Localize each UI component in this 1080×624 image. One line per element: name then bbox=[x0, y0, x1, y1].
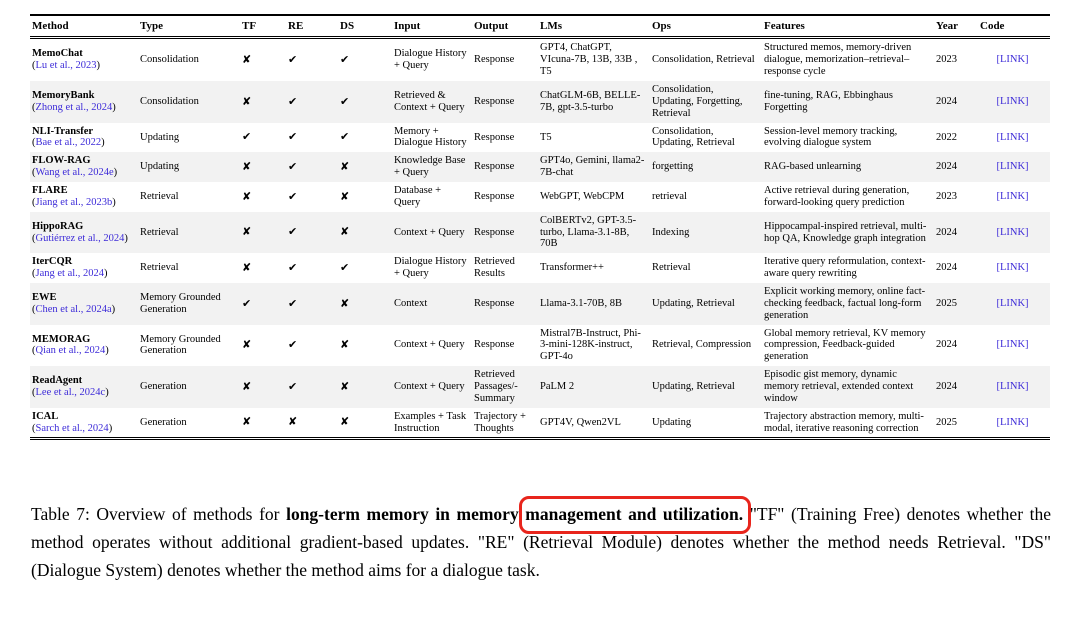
cell-year: 2024 bbox=[936, 95, 957, 107]
caption-text-lead: Table 7: Overview of methods for bbox=[31, 504, 287, 524]
method-citation-link[interactable]: (Sarch et al., 2024) bbox=[32, 422, 113, 434]
code-link[interactable]: [LINK] bbox=[996, 190, 1029, 202]
caption-boxed-text: management and utilization. bbox=[525, 504, 744, 524]
table-row bbox=[30, 182, 1050, 212]
cell-type: Retrieval bbox=[140, 190, 179, 202]
cell-output: Retrieved Passages/- Summary bbox=[474, 369, 518, 404]
table-row bbox=[30, 283, 1050, 325]
cell-input: Context + Query bbox=[394, 339, 465, 351]
table-caption bbox=[31, 500, 1051, 584]
cell-features: Hippocampal-inspired retrieval, multi-hop QA, Knowledge graph integration bbox=[764, 220, 927, 244]
tf-mark: ✘ bbox=[242, 189, 252, 203]
table-row bbox=[30, 81, 1050, 123]
cell-lms: PaLM 2 bbox=[540, 381, 575, 393]
cell-features: Session-level memory tracking, evolving dialogue system bbox=[764, 125, 898, 149]
cell-year: 2023 bbox=[936, 190, 957, 202]
method-name: NLI-Transfer bbox=[32, 125, 94, 137]
ds-mark: ✘ bbox=[340, 415, 350, 429]
cell-output: Trajectory + Thoughts bbox=[474, 410, 526, 434]
cell-input: Dialogue History + Query bbox=[394, 48, 467, 72]
ds-mark: ✘ bbox=[340, 225, 350, 239]
re-mark: ✘ bbox=[288, 415, 298, 429]
cell-method bbox=[30, 283, 138, 325]
tf-mark: ✘ bbox=[242, 338, 252, 352]
code-link[interactable]: [LINK] bbox=[996, 262, 1029, 274]
method-name: ICAL bbox=[32, 410, 59, 422]
tf-mark: ✘ bbox=[242, 225, 252, 239]
cell-method bbox=[30, 152, 138, 182]
table-row bbox=[30, 212, 1050, 254]
cell-input: Context + Query bbox=[394, 381, 465, 393]
re-mark: ✔ bbox=[288, 225, 298, 239]
method-citation-link[interactable]: (Bae et al., 2022) bbox=[32, 137, 105, 149]
table-row bbox=[30, 253, 1050, 283]
code-link[interactable]: [LINK] bbox=[996, 381, 1029, 393]
method-citation-link[interactable]: (Qian et al., 2024) bbox=[32, 345, 109, 357]
cell-features: Iterative query reformulation, context-aware query rewriting bbox=[764, 256, 926, 280]
method-citation-link[interactable]: (Wang et al., 2024e) bbox=[32, 167, 118, 179]
cell-lms: Transformer++ bbox=[540, 262, 604, 274]
cell-ops: Retrieval, Compression bbox=[652, 339, 752, 351]
cell-features: Trajectory abstraction memory, multi-modal, iterative reasoning correction bbox=[764, 410, 924, 434]
re-mark: ✔ bbox=[288, 94, 298, 108]
method-name: FLARE bbox=[32, 185, 68, 197]
cell-lms: WebGPT, WebCPM bbox=[540, 190, 625, 202]
re-mark: ✔ bbox=[288, 338, 298, 352]
cell-input: Dialogue History + Query bbox=[394, 256, 467, 280]
re-mark: ✔ bbox=[288, 53, 298, 66]
table-row bbox=[30, 408, 1050, 439]
re-mark: ✔ bbox=[288, 159, 298, 173]
col-header-lms: LMs bbox=[538, 15, 650, 38]
ds-mark: ✔ bbox=[340, 53, 350, 66]
cell-type: Memory Grounded Generation bbox=[140, 291, 221, 315]
tf-mark: ✔ bbox=[242, 296, 252, 310]
cell-year: 2023 bbox=[936, 54, 957, 66]
method-name: EWE bbox=[32, 291, 57, 303]
cell-input: Context + Query bbox=[394, 226, 465, 238]
cell-output: Response bbox=[474, 190, 515, 202]
cell-input: Examples + Task Instruction bbox=[394, 410, 467, 434]
cell-method bbox=[30, 81, 138, 123]
cell-year: 2024 bbox=[936, 262, 957, 274]
cell-type: Updating bbox=[140, 161, 180, 173]
code-link[interactable]: [LINK] bbox=[996, 54, 1029, 66]
ds-mark: ✔ bbox=[340, 94, 350, 108]
cell-type: Generation bbox=[140, 416, 187, 428]
code-link[interactable]: [LINK] bbox=[996, 131, 1029, 143]
ds-mark: ✘ bbox=[340, 379, 350, 393]
code-link[interactable]: [LINK] bbox=[996, 416, 1029, 428]
cell-features: Episodic gist memory, dynamic memory retrieval, extended context window bbox=[764, 369, 914, 404]
cell-method bbox=[30, 366, 138, 408]
cell-output: Response bbox=[474, 297, 515, 309]
code-link[interactable]: [LINK] bbox=[996, 226, 1029, 238]
ds-mark: ✘ bbox=[340, 159, 350, 173]
cell-type: Updating bbox=[140, 131, 180, 143]
code-link[interactable]: [LINK] bbox=[996, 297, 1029, 309]
method-name: MemoryBank bbox=[32, 89, 95, 101]
cell-ops: Retrieval bbox=[652, 262, 691, 274]
tf-mark: ✘ bbox=[242, 94, 252, 108]
cell-input: Knowledge Base + Query bbox=[394, 155, 466, 179]
cell-method bbox=[30, 123, 138, 153]
cell-year: 2024 bbox=[936, 381, 957, 393]
ds-mark: ✔ bbox=[340, 130, 350, 144]
cell-ops: retrieval bbox=[652, 190, 687, 202]
col-header-input: Input bbox=[392, 15, 472, 38]
annotation-red-box bbox=[525, 504, 743, 524]
method-citation-link[interactable]: (Chen et al., 2024a) bbox=[32, 303, 116, 315]
cell-output: Response bbox=[474, 226, 515, 238]
cell-lms: GPT4, ChatGPT, VIcuna-7B, 13B, 33B , T5 bbox=[540, 42, 638, 78]
cell-ops: forgetting bbox=[652, 161, 694, 173]
methods-table bbox=[30, 14, 1050, 440]
method-citation-link[interactable]: (Lee et al., 2024c) bbox=[32, 386, 109, 398]
ds-mark: ✘ bbox=[340, 338, 350, 352]
cell-ops: Updating, Retrieval bbox=[652, 297, 735, 309]
method-citation-link[interactable]: (Jang et al., 2024) bbox=[32, 268, 108, 280]
col-header-re: RE bbox=[286, 15, 338, 38]
cell-method bbox=[30, 325, 138, 367]
cell-ops: Consolidation, Retrieval bbox=[652, 54, 755, 66]
tf-mark: ✘ bbox=[242, 260, 252, 274]
cell-lms: Mistral7B-Instruct, Phi-3-mini-128K-instruct, GPT-4o bbox=[540, 327, 641, 363]
cell-output: Response bbox=[474, 95, 515, 107]
re-mark: ✔ bbox=[288, 260, 298, 274]
method-citation-link[interactable]: (Lu et al., 2023) bbox=[32, 60, 100, 72]
cell-type: Consolidation bbox=[140, 54, 199, 66]
cell-year: 2024 bbox=[936, 226, 957, 238]
cell-lms: Llama-3.1-70B, 8B bbox=[540, 297, 622, 309]
table-row bbox=[30, 152, 1050, 182]
cell-lms: GPT4V, Qwen2VL bbox=[540, 416, 621, 428]
cell-features: RAG-based unlearning bbox=[764, 161, 862, 173]
cell-type: Retrieval bbox=[140, 262, 179, 274]
cell-input: Context bbox=[394, 297, 428, 309]
cell-method bbox=[30, 38, 138, 81]
method-name: FLOW-RAG bbox=[32, 155, 91, 167]
col-header-type: Type bbox=[138, 15, 240, 38]
cell-method bbox=[30, 408, 138, 439]
tf-mark: ✘ bbox=[242, 415, 252, 429]
col-header-year: Year bbox=[934, 15, 978, 38]
cell-features: Active retrieval during generation, forward-looking query prediction bbox=[764, 185, 910, 208]
col-header-method: Method bbox=[30, 15, 138, 38]
table-row bbox=[30, 38, 1050, 81]
method-name: MEMORAG bbox=[32, 333, 91, 345]
col-header-tf: TF bbox=[240, 15, 286, 38]
cell-lms: T5 bbox=[540, 131, 552, 143]
cell-year: 2025 bbox=[936, 416, 957, 428]
col-header-output: Output bbox=[472, 15, 538, 38]
cell-method bbox=[30, 212, 138, 254]
cell-ops: Updating bbox=[652, 416, 692, 428]
col-header-features: Features bbox=[762, 15, 934, 38]
tf-mark: ✘ bbox=[242, 53, 252, 66]
cell-ops: Updating, Retrieval bbox=[652, 381, 735, 393]
cell-lms: GPT4o, Gemini, llama2-7B-chat bbox=[540, 155, 645, 179]
tf-mark: ✔ bbox=[242, 130, 252, 144]
re-mark: ✔ bbox=[288, 296, 298, 310]
cell-output: Response bbox=[474, 131, 515, 143]
cell-output: Retrieved Results bbox=[474, 256, 515, 280]
caption-bold-lead: long-term memory in memory bbox=[286, 504, 526, 524]
cell-input: Database + Query bbox=[394, 185, 442, 208]
method-name: IterCQR bbox=[32, 256, 73, 268]
tf-mark: ✘ bbox=[242, 379, 252, 393]
table-row bbox=[30, 123, 1050, 153]
method-citation-link[interactable]: (Zhong et al., 2024) bbox=[32, 101, 116, 113]
cell-features: Structured memos, memory-driven dialogue, memorization–retrieval–response cycle bbox=[764, 42, 912, 78]
cell-features: Explicit working memory, online fact-checking feedback, factual long-form generation bbox=[764, 286, 926, 321]
cell-output: Response bbox=[474, 54, 515, 66]
method-name: HippoRAG bbox=[32, 220, 84, 232]
cell-method bbox=[30, 253, 138, 283]
cell-type: Generation bbox=[140, 381, 187, 393]
method-name: ReadAgent bbox=[32, 375, 83, 387]
cell-year: 2025 bbox=[936, 297, 957, 309]
cell-method bbox=[30, 182, 138, 212]
col-header-code: Code bbox=[978, 15, 1050, 38]
col-header-ds: DS bbox=[338, 15, 392, 38]
ds-mark: ✘ bbox=[340, 189, 350, 203]
col-header-ops: Ops bbox=[650, 15, 762, 38]
cell-type: Retrieval bbox=[140, 226, 179, 238]
method-name: MemoChat bbox=[32, 48, 83, 60]
cell-input: Retrieved & Context + Query bbox=[394, 89, 465, 113]
cell-lms: ColBERTv2, GPT-3.5-turbo, Llama-3.1-8B, 70B bbox=[540, 214, 637, 250]
cell-features: fine-tuning, RAG, Ebbinghaus Forgetting bbox=[764, 89, 893, 113]
code-link[interactable]: [LINK] bbox=[996, 95, 1029, 107]
cell-type: Memory Grounded Generation bbox=[140, 333, 221, 357]
cell-ops: Consolidation, Updating, Forgetting, Retrieval bbox=[652, 84, 743, 119]
code-link[interactable]: [LINK] bbox=[996, 339, 1029, 351]
tf-mark: ✘ bbox=[242, 159, 252, 173]
cell-lms: ChatGLM-6B, BELLE-7B, gpt-3.5-turbo bbox=[540, 89, 641, 113]
cell-year: 2024 bbox=[936, 339, 957, 351]
cell-input: Memory + Dialogue History bbox=[394, 125, 467, 149]
caption-text-rest: "TF" (Training Free) denotes whether the method operates without additional gradient-based updates. "RE" (Retrieval Module) denotes whether the method needs Retrieval. "DS" (Dialogue System) denotes whether the method aims for a dialogue task. bbox=[31, 504, 1051, 580]
method-citation-link[interactable]: (Gutiérrez et al., 2024) bbox=[32, 232, 128, 244]
ds-mark: ✔ bbox=[340, 260, 350, 274]
cell-output: Response bbox=[474, 161, 515, 173]
cell-year: 2022 bbox=[936, 131, 957, 143]
re-mark: ✔ bbox=[288, 379, 298, 393]
header-row bbox=[30, 15, 1050, 38]
ds-mark: ✘ bbox=[340, 296, 350, 310]
cell-type: Consolidation bbox=[140, 95, 199, 107]
cell-ops: Consolidation, Updating, Retrieval bbox=[652, 125, 735, 149]
table-row bbox=[30, 366, 1050, 408]
code-link[interactable]: [LINK] bbox=[996, 161, 1029, 173]
cell-ops: Indexing bbox=[652, 226, 690, 238]
cell-features: Global memory retrieval, KV memory compression, Feedback-guided generation bbox=[764, 327, 926, 363]
cell-output: Response bbox=[474, 339, 515, 351]
methods-table-container bbox=[30, 14, 1050, 440]
method-citation-link[interactable]: (Jiang et al., 2023b) bbox=[32, 196, 116, 208]
cell-year: 2024 bbox=[936, 161, 957, 173]
table-row bbox=[30, 325, 1050, 367]
re-mark: ✔ bbox=[288, 130, 298, 144]
re-mark: ✔ bbox=[288, 189, 298, 203]
